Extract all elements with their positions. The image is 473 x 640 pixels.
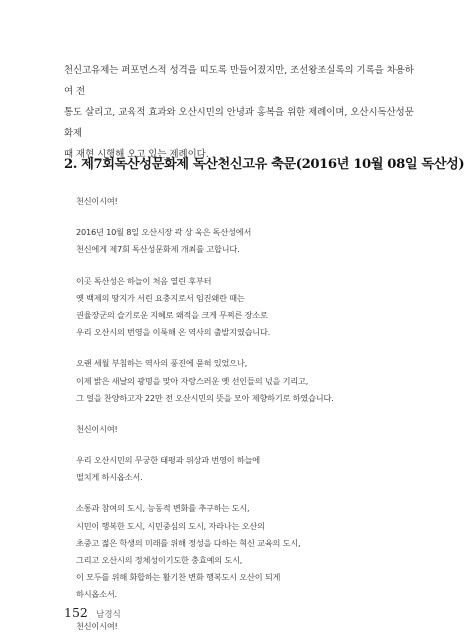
prayer-line: 천신이시여! — [76, 196, 118, 206]
prayer-line: 우리 오산시의 번영을 이룩해 온 역사의 출발지였습니다. — [76, 327, 271, 338]
page-number: 152 — [64, 605, 88, 620]
prayer-line: 권율장군의 슬기로운 지혜로 왜적을 크게 무찌른 장소로 — [76, 309, 268, 320]
prayer-line: 소통과 참여의 도시, 능동적 변화를 추구하는 도시, — [76, 503, 250, 514]
prayer-line: 천신이시여! — [76, 620, 118, 631]
stanza-gap — [76, 341, 426, 355]
prayer-text — [76, 193, 426, 635]
stanza-gap — [76, 407, 426, 421]
prayer-line: 하시옵소서. — [76, 589, 117, 600]
prayer-line: 떨치게 하시옵소서. — [76, 472, 143, 483]
prayer-stanza — [76, 224, 426, 258]
stanza-gap — [76, 259, 426, 273]
running-title: 남경식 — [95, 610, 121, 620]
prayer-line: 이제 밝은 새날의 광명을 맞아 자랑스러운 옛 선인들의 넋을 기리고, — [76, 375, 309, 386]
prayer-stanza — [76, 500, 426, 603]
prayer-line: 그리고 오산시의 정체성이기도한 충효예의 도시, — [76, 555, 243, 565]
prayer-line: 초중고 젊은 학생의 미래를 위해 정성을 다하는 혁신 교육의 도시, — [76, 537, 301, 548]
prayer-stanza — [76, 355, 426, 407]
prayer-line: 2016년 10월 8일 오산시장 곽 상 욱은 독산성에서 — [76, 227, 252, 238]
section-heading: 2. 제7회독산성문화제 독산천신고유 축문(2016년 10월 08일 독산성) — [64, 157, 465, 172]
prayer-line: 천신이시여! — [76, 423, 118, 434]
prayer-stanza — [76, 193, 426, 210]
intro-line: 때 재현 시행해 오고 있는 제례이다. — [64, 149, 209, 160]
intro-paragraph — [64, 60, 420, 165]
stanza-gap — [76, 210, 426, 224]
prayer-stanza — [76, 421, 426, 438]
prayer-line: 시민이 행복한 도시, 시민중심의 도시, 자라나는 오산의 — [76, 520, 265, 531]
prayer-line: 옛 백제의 땅지가 서린 요충지로서 임진왜란 때는 — [76, 292, 245, 303]
prayer-line: 이 모두를 위해 화합하는 활기찬 변화 행복도시 오산이 되게 — [76, 572, 281, 583]
stanza-gap — [76, 604, 426, 618]
prayer-line: 오랜 세월 부침하는 역사의 풍진에 묻혀 있었으나, — [76, 358, 248, 369]
prayer-stanza — [76, 452, 426, 486]
stanza-gap — [76, 486, 426, 500]
prayer-line: 우리 오산시민의 무궁한 태평과 위상과 번영이 하늘에 — [76, 455, 261, 466]
intro-line: 통도 살리고, 교육적 효과와 오산시민의 안녕과 홍복을 위한 제례이며, 오산시독산성문화제 — [64, 107, 414, 139]
intro-line: 천신고유제는 퍼포먼스적 성격을 띠도록 만들어졌지만, 조선왕조실록의 기록을 차용하여 전 — [64, 65, 414, 97]
page-footer — [64, 602, 121, 621]
prayer-stanza — [76, 618, 426, 635]
stanza-gap — [76, 438, 426, 452]
prayer-line: 천신에게 제7회 독산성문화제 개최를 고합니다. — [76, 244, 240, 255]
prayer-line: 이곳 독산성은 하늘이 처음 열린 후부터 — [76, 275, 212, 286]
prayer-stanza — [76, 273, 426, 342]
prayer-line: 그 얼을 찬양하고자 22만 전 오산시민의 뜻을 모아 제향하기로 하였습니다. — [76, 392, 334, 403]
